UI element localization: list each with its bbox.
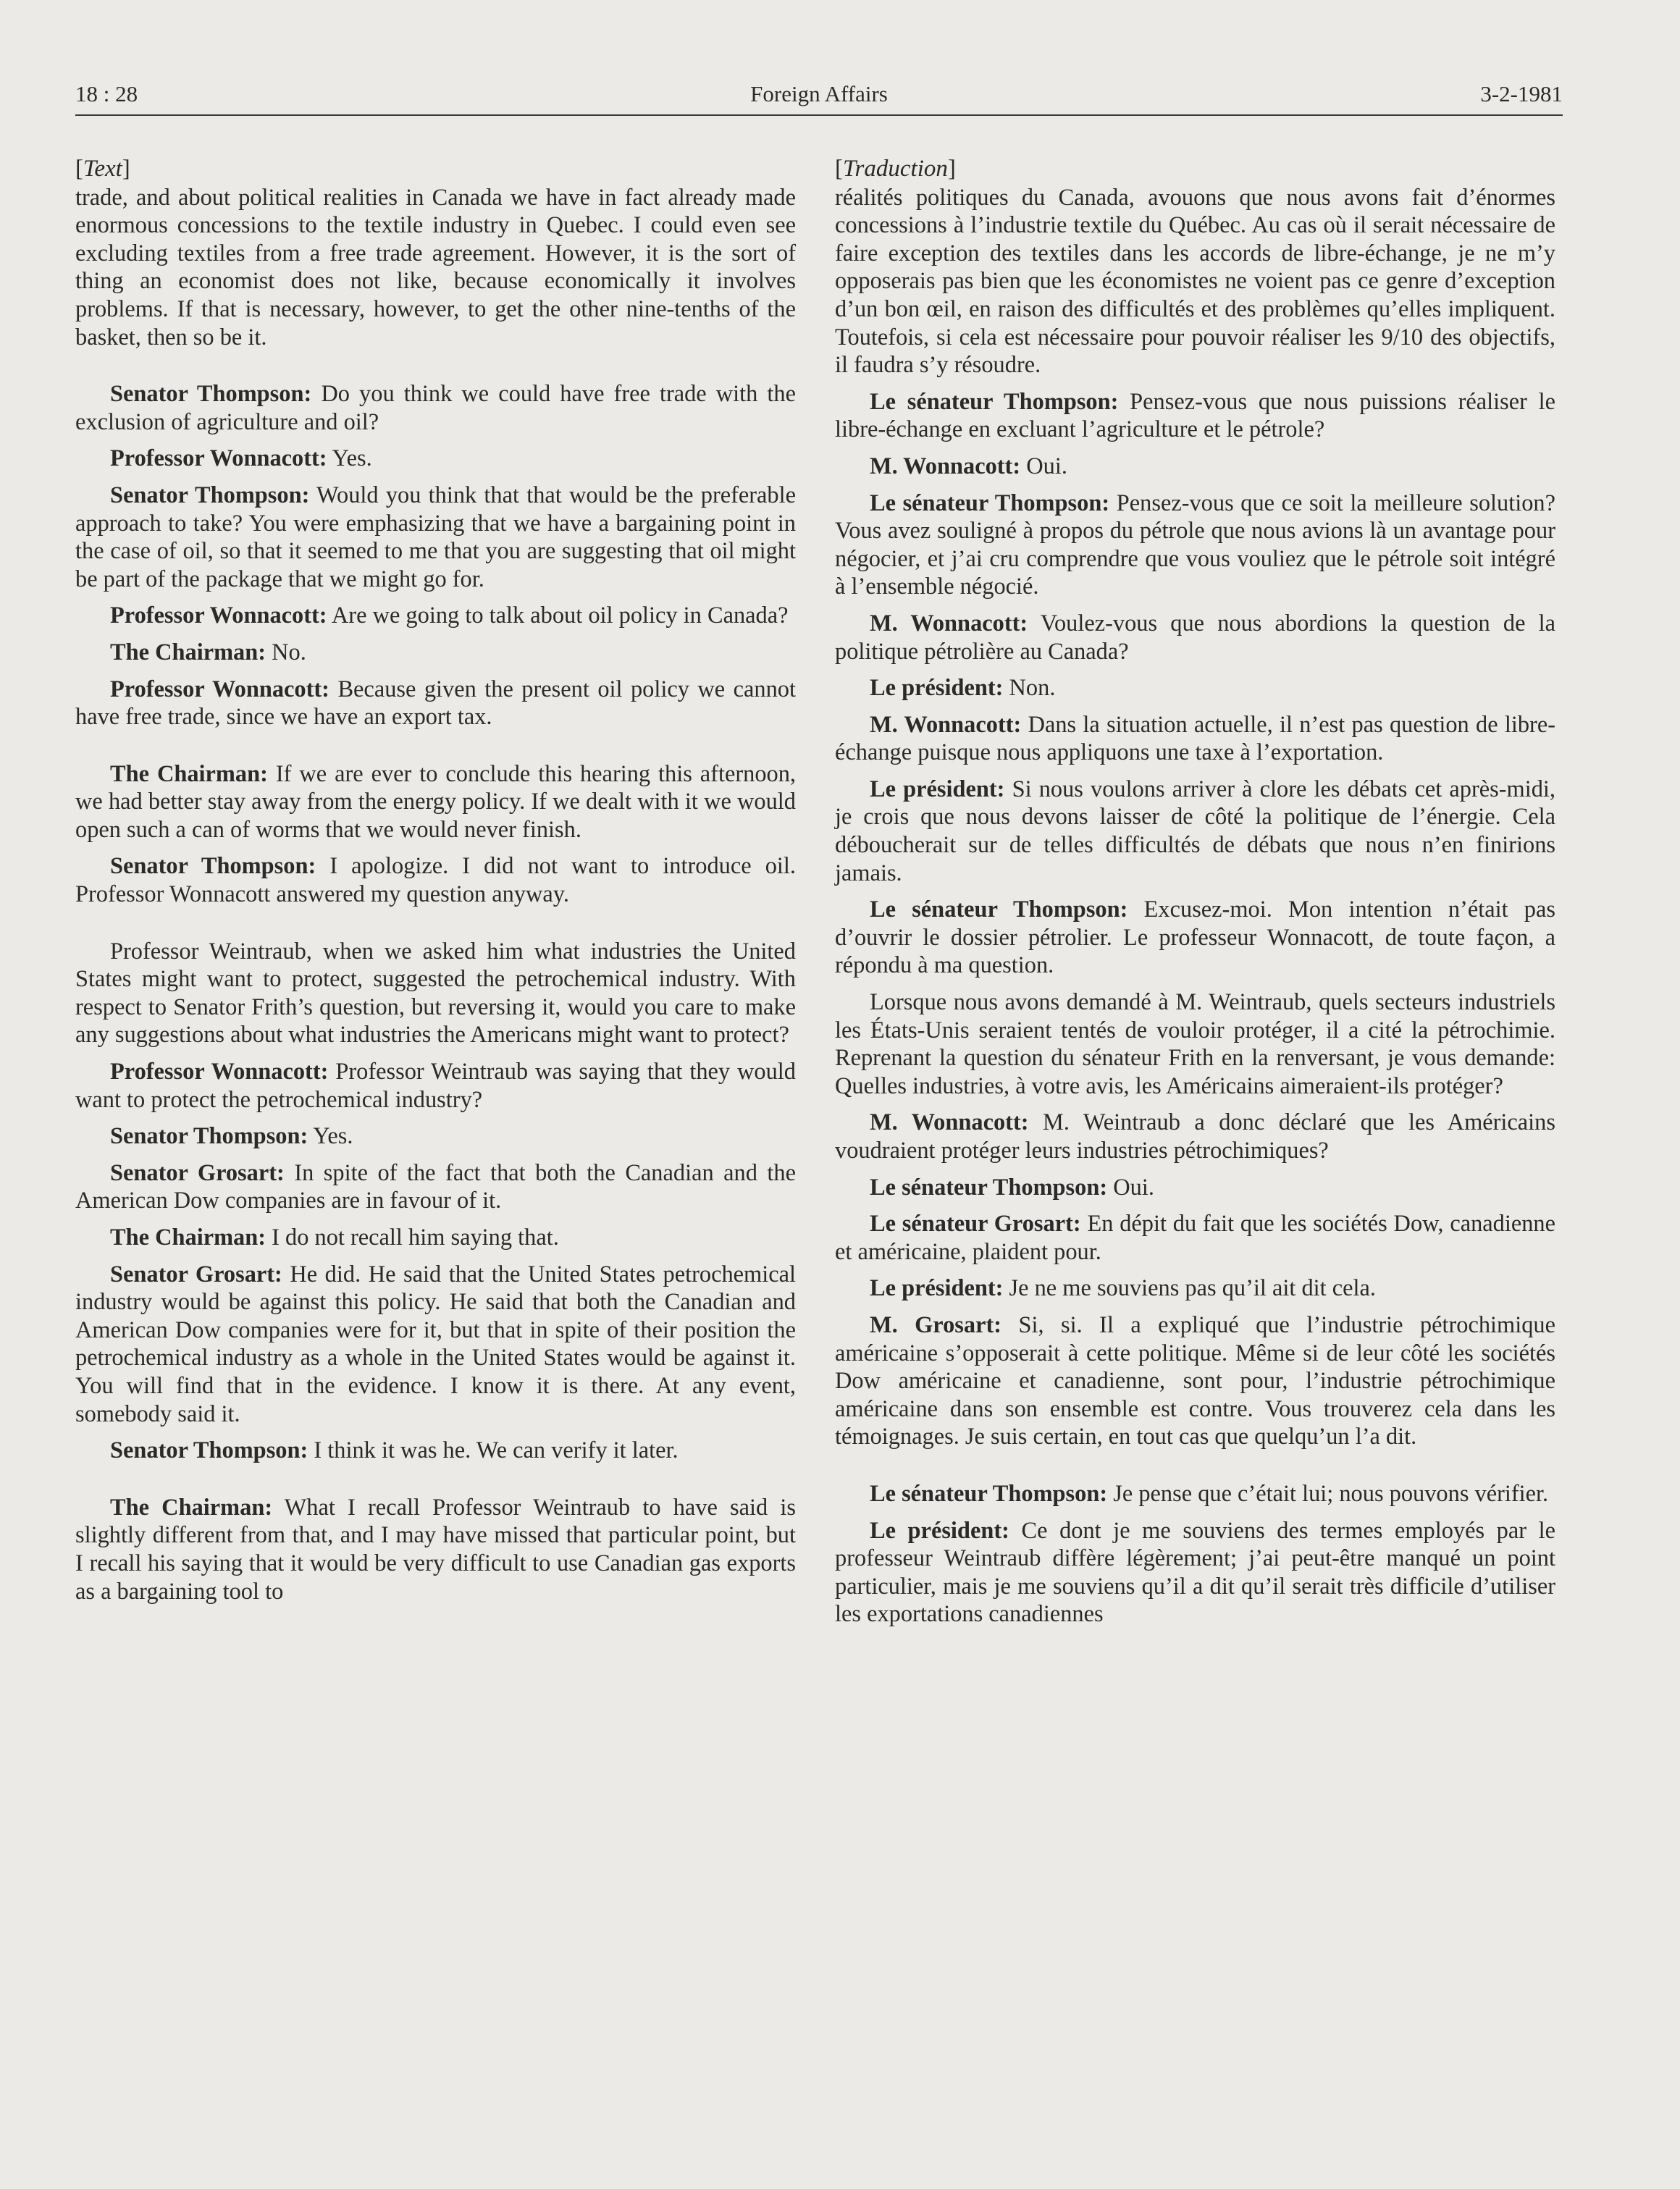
transcript-paragraph: Le président: Si nous voulons arriver à clore les débats cet après-midi, je crois que nous devons laisser de côté la politique de l’énergie. Cela déboucherait sur de telles difficultés de débats que nous n’en finirions jamais. (835, 776, 1555, 886)
speaker-name: Senator Thompson: (110, 1123, 308, 1150)
speaker-name: Professor Wonnacott: (110, 676, 329, 702)
page-number: 18 : 28 (75, 81, 138, 106)
speaker-name: Professor Wonnacott: (110, 445, 327, 472)
transcript-paragraph: réalités politiques du Canada, avouons que nous avons fait d’énormes concessions à l’industrie textile du Québec. Au cas où il serait nécessaire de faire exception des textiles dans les accords de libre-échange, je ne m’y opposerais pas bien que les économistes ne voient pas ce genre d’exception d’un bon œil, en raison des difficultés et des problèmes qu’elles impliquent. Toutefois, si cela est nécessaire pour pouvoir réaliser les 9/10 des objectifs, il faudra s’y résoudre. (835, 184, 1555, 379)
transcript-paragraph: Senator Thompson: I apologize. I did not want to introduce oil. Professor Wonnacott answered my question anyway. (75, 853, 796, 908)
transcript-paragraph: M. Wonnacott: Dans la situation actuelle, il n’est pas question de libre-échange puisque nous appliquons une taxe à l’exportation. (835, 711, 1555, 766)
transcript-paragraph: M. Wonnacott: M. Weintraub a donc déclaré que les Américains voudraient protéger leurs industries pétrochimiques? (835, 1109, 1555, 1164)
speaker-name: Professor Wonnacott: (110, 1059, 329, 1085)
speaker-name: Le sénateur Grosart: (870, 1211, 1081, 1238)
speaker-name: Senator Thompson: (110, 482, 310, 508)
transcript-paragraph: Senator Thompson: Do you think we could have free trade with the exclusion of agriculture and oil? (75, 381, 797, 435)
transcript-paragraph: The Chairman: What I recall Professor Weintraub to have said is slightly different from that, and I may have missed that particular point, but I recall his saying that it would be very difficult to use Canadian gas exports as a bargaining tool to (75, 1494, 797, 1605)
speaker-name: The Chairman: (110, 639, 266, 665)
transcript-paragraph: Le sénateur Thompson: Pensez-vous que ce soit la meilleure solution? Vous avez souligné à propos du pétrole que nous avions là un avantage pour négocier, et j’ai cru comprendre que vous vouliez que le pétrole soit intégré à l’ensemble négocié. (835, 490, 1555, 600)
transcript-paragraph: M. Wonnacott: Voulez-vous que nous abordions la question de la politique pétrolière au Canada? (835, 610, 1555, 665)
speaker-name: Le sénateur Thompson: (870, 1174, 1108, 1201)
transcript-paragraph: Senator Thompson: Yes. (110, 1123, 353, 1150)
transcript-paragraph: Professor Wonnacott: Because given the present oil policy we cannot have free trade, since we have an export tax. (75, 676, 796, 731)
transcript-paragraph: trade, and about political realities in Canada we have in fact already made enormous concessions to the textile industry in Quebec. I could even see excluding textiles from a free trade agreement. However, it is the sort of thing an economist does not like, because economically it involves problems. If that is necessary, however, to get the other nine-tenths of the basket, then so be it. (75, 184, 796, 350)
speaker-name: Senator Grosart: (110, 1159, 285, 1186)
transcript-paragraph: Professor Wonnacott: Are we going to talk about oil policy in Canada? (110, 602, 789, 629)
speaker-name: The Chairman: (110, 760, 268, 787)
french-column (835, 155, 1555, 1629)
transcript-paragraph: Le sénateur Grosart: En dépit du fait que les sociétés Dow, canadienne et américaine, plaident pour. (835, 1211, 1555, 1265)
transcript-paragraph: Le président: Non. (870, 675, 1056, 702)
speaker-name: Senator Thompson: (110, 381, 312, 408)
sitting-date: 3-2-1981 (1480, 81, 1563, 106)
transcript-paragraph: Lorsque nous avons demandé à M. Weintraub, quels secteurs industriels les États-Unis seraient tentés de vouloir protéger, il a cité la pétrochimie. Reprenant la question du sénateur Frith en la renversant, je vous demande: Quelles industries, à votre avis, les Américains aimeraient-ils protéger? (835, 989, 1555, 1099)
transcript-paragraph: Le président: Ce dont je me souviens des termes employés par le professeur Weintraub diffère légèrement; j’ai peut-être manqué un point particulier, mais je me souviens qu’il a dit qu’il serait très difficile d’utiliser les exportations canadiennes (835, 1517, 1555, 1628)
speaker-name: The Chairman: (110, 1494, 273, 1521)
speaker-name: Le président: (870, 675, 1004, 702)
speaker-name: M. Wonnacott: (870, 1109, 1029, 1136)
speaker-name: Le président: (870, 1517, 1009, 1544)
committee-title: Foreign Affairs (750, 81, 888, 106)
transcript-paragraph: Professor Wonnacott: Professor Weintraub was saying that they would want to protect the petrochemical industry? (75, 1059, 796, 1113)
transcript-paragraph: Senator Thompson: I think it was he. We can verify it later. (110, 1437, 679, 1464)
transcript-paragraph: M. Wonnacott: Oui. (870, 453, 1067, 479)
speaker-name: Senator Thompson: (110, 1437, 308, 1464)
transcript-paragraph: Professor Weintraub, when we asked him what industries the United States might want to protect, suggested the petrochemical industry. With respect to Senator Frith’s question, but reversing it, would you care to make any suggestions about what industries the Americans might want to protect? (75, 938, 796, 1049)
speaker-name: Senator Grosart: (110, 1261, 282, 1287)
transcript-paragraph: Le sénateur Thompson: Oui. (870, 1174, 1154, 1201)
transcript-paragraph: The Chairman: I do not recall him saying that. (110, 1224, 559, 1251)
transcript-paragraph: Senator Grosart: In spite of the fact that both the Canadian and the American Dow companies are in favour of it. (75, 1159, 796, 1214)
speaker-name: Professor Wonnacott: (110, 602, 327, 629)
running-header (75, 81, 1563, 116)
speaker-name: M. Wonnacott: (870, 453, 1021, 479)
transcript-paragraph: Senator Thompson: Would you think that that would be the preferable approach to take? You were emphasizing that we have a bargaining point in the case of oil, so that it seemed to me that you are suggesting that oil might be part of the package that we might go for. (75, 482, 797, 592)
transcript-paragraph: Le sénateur Thompson: Pensez-vous que nous puissions réaliser le libre-échange en excluant l’agriculture et le pétrole? (835, 388, 1555, 443)
transcript-paragraph: Le sénateur Thompson: Excusez-moi. Mon intention n’était pas d’ouvrir le dossier pétrolier. Le professeur Wonnacott, de toute façon, a répondu à ma question. (835, 896, 1555, 979)
transcript-paragraph: Professor Wonnacott: Yes. (110, 445, 372, 472)
transcript-paragraph: Senator Grosart: He did. He said that the United States petrochemical industry would be against this policy. He said that both the Canadian and American Dow companies were for it, but that in spite of their position the petrochemical industry as a whole in the United States would be against it. You will find that in the evidence. I know it is there. At any event, somebody said it. (75, 1261, 796, 1427)
transcript-paragraph: Le sénateur Thompson: Je pense que c’était lui; nous pouvons vérifier. (870, 1480, 1549, 1507)
speaker-name: M. Wonnacott: (870, 711, 1022, 738)
speaker-name: The Chairman: (110, 1224, 266, 1251)
english-column (75, 155, 796, 1605)
column-label-text: [Text] (75, 156, 130, 182)
transcript-paragraph: The Chairman: If we are ever to conclude this hearing this afternoon, we had better stay away from the energy policy. If we dealt with it we would open such a can of worms that we would never finish. (75, 760, 797, 843)
speaker-name: Le président: (870, 1275, 1004, 1302)
speaker-name: Le sénateur Thompson: (870, 1480, 1108, 1507)
transcript-paragraph: The Chairman: No. (110, 639, 306, 665)
speaker-name: Le sénateur Thompson: (870, 388, 1119, 415)
speaker-name: M. Wonnacott: (870, 610, 1028, 636)
speaker-name: Le sénateur Thompson: (870, 896, 1128, 923)
column-label-traduction: [Traduction] (835, 156, 956, 182)
speaker-name: Le sénateur Thompson: (870, 490, 1110, 516)
speaker-name: M. Grosart: (870, 1311, 1002, 1338)
speaker-name: Senator Thompson: (110, 853, 316, 880)
speaker-name: Le président: (870, 776, 1005, 802)
transcript-paragraph: Le président: Je ne me souviens pas qu’il ait dit cela. (870, 1275, 1376, 1302)
transcript-paragraph: M. Grosart: Si, si. Il a expliqué que l’industrie pétrochimique américaine s’opposerait à cette politique. Même si de leur côté les sociétés Dow américaine et canadienne, sont pour, l’industrie pétrochimique américaine dans son ensemble est contre. Vous trouverez cela dans les témoignages. Je suis certain, en tout cas que quelqu’un l’a dit. (835, 1311, 1556, 1450)
